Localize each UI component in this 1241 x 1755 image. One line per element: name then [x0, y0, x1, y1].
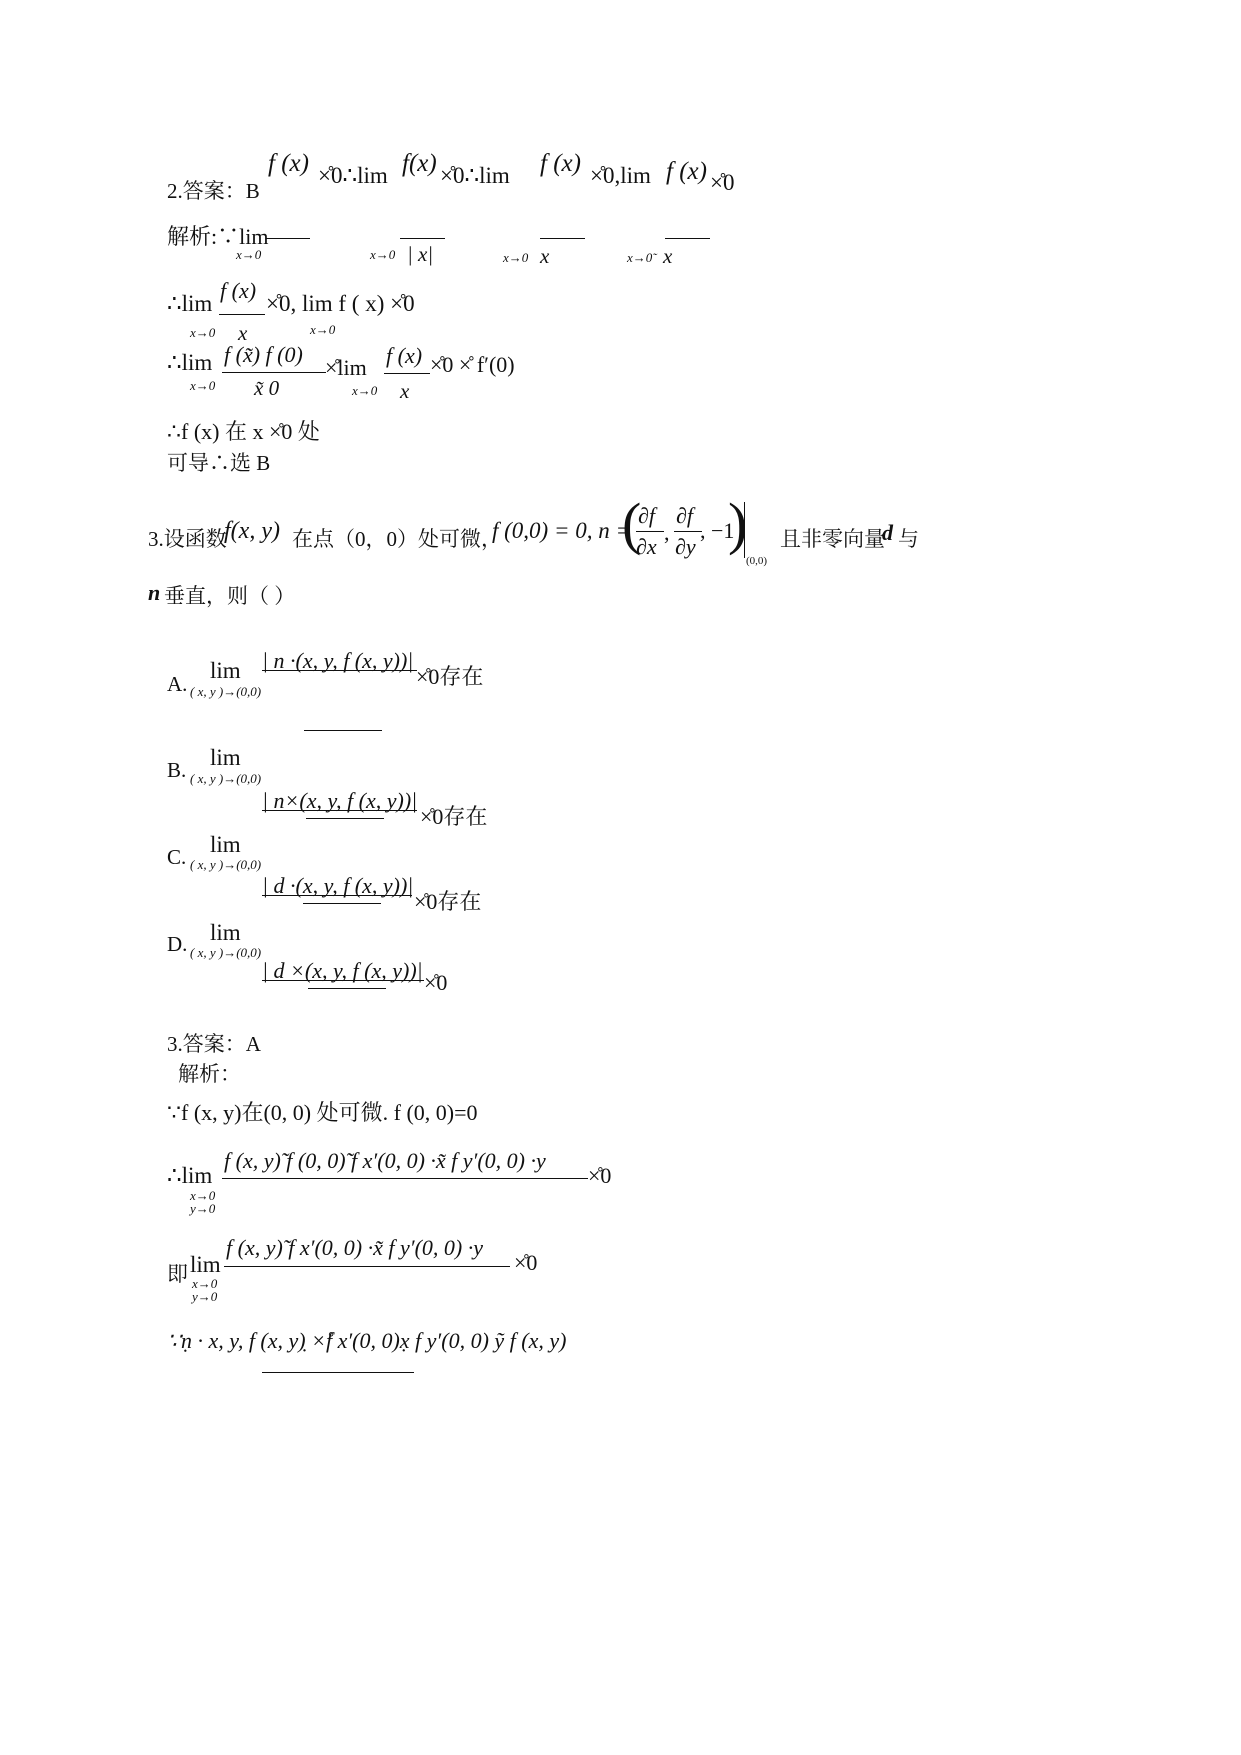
q2-r3: ×̊0,lim	[590, 163, 651, 188]
frac-line	[262, 670, 417, 671]
option-d-num: | d ×(x, y, f (x, y))|	[262, 958, 423, 983]
q3-stem-f: f(x, y)	[224, 518, 280, 544]
frac-line	[222, 372, 326, 373]
q2-l3-den: x̃ 0	[254, 376, 280, 400]
q3-stem-d: d	[882, 520, 893, 545]
q3-stem-n: n	[148, 580, 161, 605]
q2-l3-tail: ×̊0 ×̊ f′(0)	[430, 352, 515, 377]
frac-line	[219, 314, 265, 315]
q3-a2-lim: ∴lim	[167, 1163, 213, 1188]
frac-line	[224, 1266, 510, 1267]
option-d-label: D.	[167, 932, 188, 956]
frac-line	[308, 988, 386, 989]
q2-den-abs: | x|	[407, 242, 434, 266]
q2-l2-num: f (x)	[220, 278, 257, 303]
q3-eval-at: (0,0)	[746, 555, 768, 567]
frac-line	[304, 730, 382, 731]
q2-r1: ×̊0∴lim	[318, 163, 388, 188]
q3-vec-tail: , −1	[700, 518, 735, 543]
frac-line	[262, 1372, 414, 1373]
frac-line	[306, 818, 384, 819]
frac-line	[262, 980, 424, 981]
q3-stem-prefix: 3.设函数	[148, 527, 227, 551]
q3-a2-tail: ×̊0	[588, 1163, 612, 1188]
q3-stem-math: f (0,0) = 0, n =	[492, 518, 631, 543]
q2-den-c: x	[540, 244, 550, 268]
q3-a3-sub1: x→0	[192, 1276, 218, 1291]
option-a-sub: ( x, y )→(0,0)	[190, 684, 262, 699]
option-b-sub: ( x, y )→(0,0)	[190, 771, 262, 786]
option-a-lim: lim	[210, 658, 241, 683]
q2-l3-sub2: x→0	[352, 383, 378, 398]
frac-line	[222, 1178, 588, 1179]
q2-line5: 可导∴选 B	[167, 451, 271, 475]
frac-line	[540, 238, 585, 239]
q2-l2-den: x	[238, 321, 248, 345]
q2-f1: f (x)	[268, 150, 309, 177]
frac-line	[384, 373, 430, 374]
eval-bar	[744, 502, 745, 558]
q2-l3-num2: f (x)	[386, 343, 423, 368]
option-a-tail: ×̊0存在	[416, 664, 484, 689]
q3-analysis-label: 解析：	[178, 1062, 241, 1086]
q3-a2-sub1: x→0	[190, 1188, 216, 1203]
frac-line	[266, 238, 310, 239]
q3-vec-dfdy-num: ∂f	[676, 503, 693, 528]
option-b-lim: lim	[210, 745, 241, 770]
q2-l2-sub2: x→0	[310, 322, 336, 337]
q3-vec-lparen: (	[622, 491, 642, 556]
option-a-num: | n ·(x, y, f (x, y))|	[262, 648, 414, 673]
q2-answer-label: 2.答案：B	[167, 179, 260, 203]
q3-a3-prefix: 即	[167, 1262, 188, 1286]
q2-l3-mid: ×̊lim	[325, 355, 367, 380]
option-a-label: A.	[167, 672, 188, 696]
q3-vec-dfdx-den: ∂x	[636, 534, 657, 559]
q2-sub-c: x→0	[503, 250, 529, 265]
q2-sub-d: x→0̃	[627, 250, 653, 265]
option-c-num: | d ·(x, y, f (x, y))|	[262, 873, 414, 898]
q3-stem-suffix-b: 与	[898, 527, 919, 551]
q3-stem-suffix-a: 且非零向量	[780, 527, 885, 551]
option-c-label: C.	[167, 845, 187, 869]
q2-line4: ∴f (x) 在 x ×̊0 处	[167, 419, 320, 444]
q3-a3-lim: lim	[190, 1252, 221, 1277]
q3-vec-dfdy-den: ∂y	[675, 534, 696, 559]
q3-a3-sub2: y→0	[192, 1289, 218, 1304]
q2-analysis-label: 解析:∵lim	[167, 224, 269, 249]
q2-l2-mid: ×̊0, lim f ( x) ×̊0	[266, 291, 415, 316]
option-c-tail: ×̊0存在	[414, 889, 482, 914]
q2-sub-a: x→0	[236, 247, 262, 262]
frac-line	[636, 531, 664, 532]
frac-line	[303, 903, 381, 904]
q3-a2-sub2: y→0	[190, 1201, 216, 1216]
frac-line	[674, 531, 702, 532]
option-d-sub: ( x, y )→(0,0)	[190, 945, 262, 960]
q2-l3-lim: ∴lim	[167, 350, 213, 375]
q2-den-d: x	[663, 244, 673, 268]
option-d-tail: ×̊0	[424, 970, 448, 995]
q2-sub-b: x→0	[370, 247, 396, 262]
option-c-sub: ( x, y )→(0,0)	[190, 857, 262, 872]
option-b-num: | n×(x, y, f (x, y))|	[262, 788, 418, 813]
q2-l3-den2: x	[400, 379, 410, 403]
q3-vec-comma: ,	[664, 520, 670, 545]
option-b-label: B.	[167, 758, 187, 782]
q3-a2-num: f (x, y)̃ f (0, 0)̃ f x′(0, 0) ·x̃ f y′(0, 0) ·y	[224, 1148, 546, 1173]
q3-vec-rparen: )	[728, 491, 748, 556]
q3-answer-label: 3.答案：A	[167, 1032, 261, 1056]
q2-f2: f(x)	[402, 150, 437, 177]
frac-line	[262, 810, 417, 811]
q3-a1: ∵f (x, y)在(0, 0) 处可微. f (0, 0)=0	[167, 1100, 478, 1125]
option-b-tail: ×̊0存在	[420, 804, 488, 829]
q3-a4: ∵ṇ · x, y, f (x, y)̣ ×̊f x′(0, 0)x̣ f y′(0, 0) ỹ f (x, y)	[167, 1328, 567, 1353]
q3-a3-tail: ×̊0	[514, 1250, 538, 1275]
q2-f4: f (x)	[666, 158, 707, 185]
option-c-lim: lim	[210, 832, 241, 857]
frac-line	[262, 895, 412, 896]
q2-r4: ×̊0	[710, 170, 735, 195]
q3-stem-mid: 在点（0，0）处可微，	[292, 527, 502, 551]
frac-line	[665, 238, 710, 239]
q2-f3: f (x)	[540, 150, 581, 177]
q3-vec-dfdx-num: ∂f	[638, 503, 655, 528]
frac-line	[400, 238, 445, 239]
q2-l3-num: f (x̃) f (0)	[224, 342, 303, 367]
option-d-lim: lim	[210, 920, 241, 945]
q2-r2: ×̊0∴lim	[440, 163, 510, 188]
q2-l2-sub: x→0	[190, 325, 216, 340]
q3-a3-num: f (x, y)̃ f x′(0, 0) ·x̃ f y′(0, 0) ·y	[226, 1235, 484, 1260]
q2-l2-lim: ∴lim	[167, 291, 213, 316]
q3-stem-line2: 垂直，则（ ）	[164, 584, 296, 608]
q2-l3-sub: x→0	[190, 378, 216, 393]
